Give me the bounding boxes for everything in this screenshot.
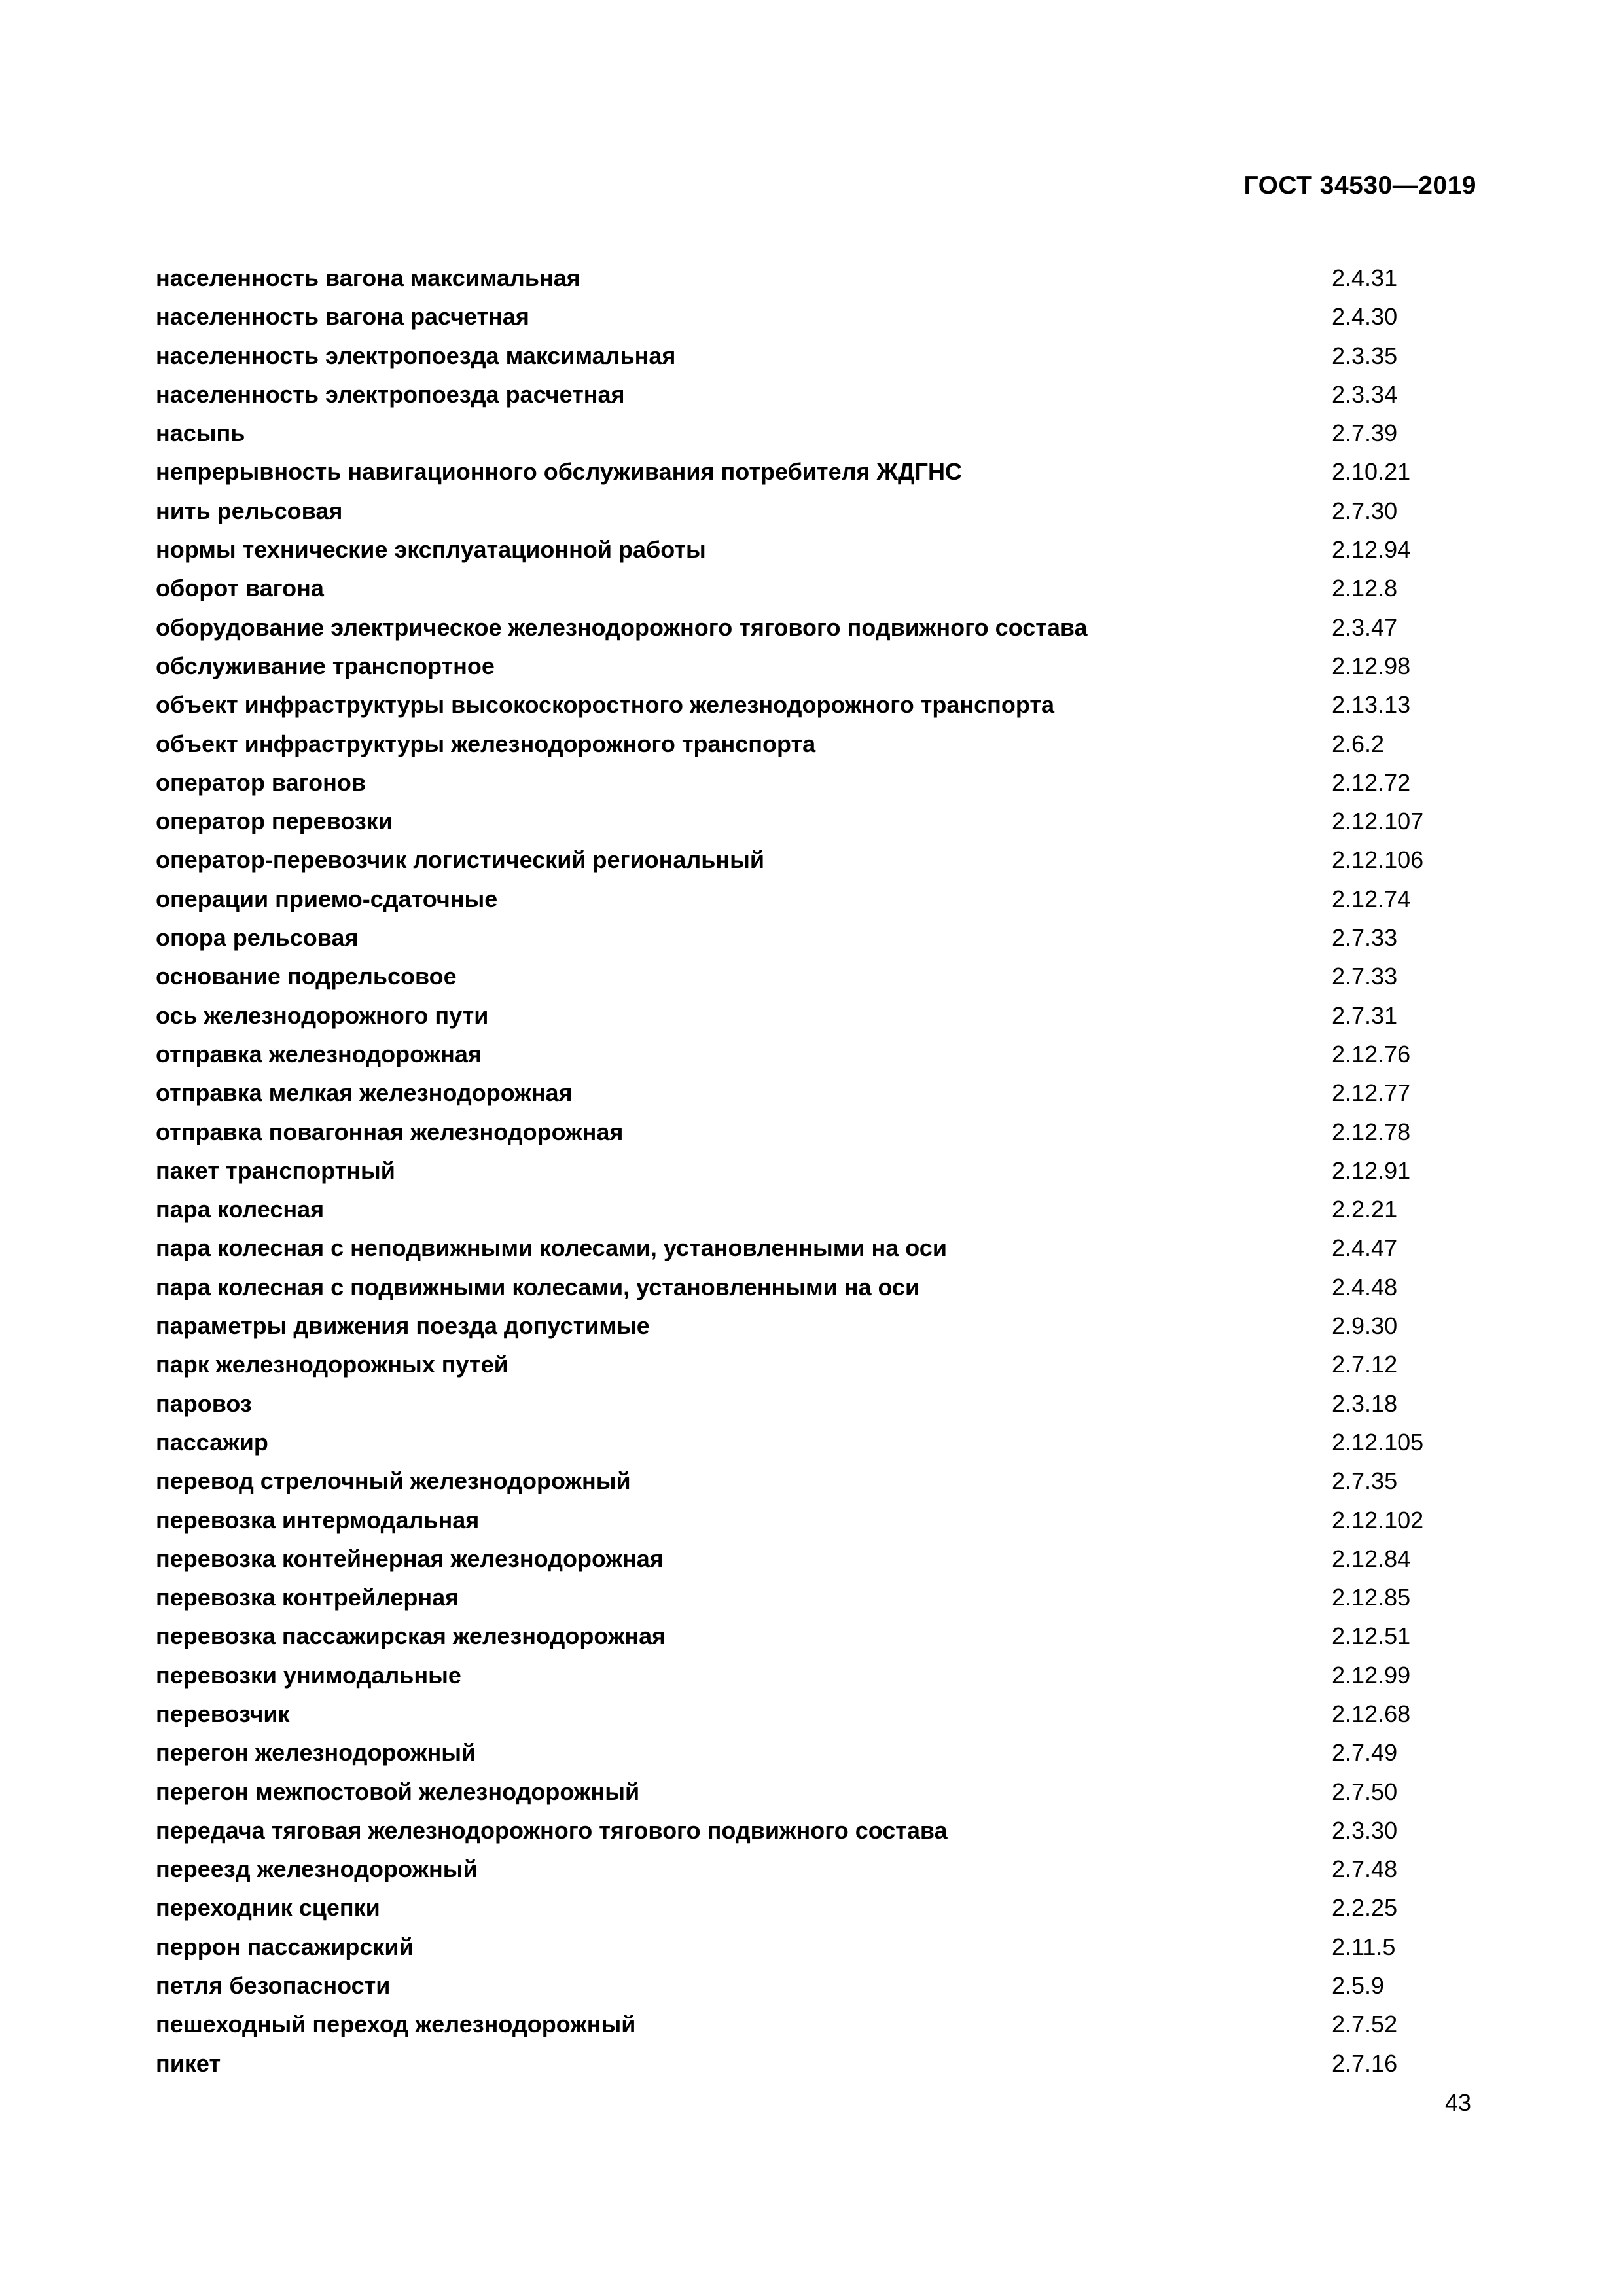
index-reference: 2.2.25 bbox=[1332, 1894, 1398, 1922]
index-term: объект инфраструктуры железнодорожного транспорта bbox=[156, 730, 816, 757]
index-entry bbox=[156, 1617, 1465, 1655]
document-code-header: ГОСТ 34530—2019 bbox=[1243, 171, 1476, 200]
index-term: оператор перевозки bbox=[156, 808, 393, 835]
index-reference: 2.9.30 bbox=[1332, 1312, 1398, 1340]
index-reference: 2.12.106 bbox=[1332, 846, 1424, 874]
index-entry bbox=[156, 1035, 1465, 1073]
index-term: объект инфраструктуры высокоскоростного железнодорожного транспорта bbox=[156, 691, 1055, 719]
index-reference: 2.12.94 bbox=[1332, 536, 1411, 564]
index-reference: 2.4.30 bbox=[1332, 303, 1398, 331]
index-reference: 2.7.33 bbox=[1332, 963, 1398, 990]
index-reference: 2.7.31 bbox=[1332, 1001, 1398, 1029]
index-term: оператор-перевозчик логистический региональный bbox=[156, 846, 764, 874]
index-reference: 2.12.77 bbox=[1332, 1079, 1411, 1107]
index-term: обслуживание транспортное bbox=[156, 652, 495, 679]
index-term: оператор вагонов bbox=[156, 768, 366, 796]
index-entry bbox=[156, 297, 1465, 336]
index-entry bbox=[156, 1772, 1465, 1811]
index-reference: 2.12.72 bbox=[1332, 768, 1411, 796]
index-entry bbox=[156, 1306, 1465, 1345]
index-entry bbox=[156, 1501, 1465, 1539]
index-entry bbox=[156, 1073, 1465, 1112]
index-term: оборудование электрическое железнодорожного тягового подвижного состава bbox=[156, 613, 1088, 641]
index-entry bbox=[156, 1345, 1465, 1384]
index-term: ось железнодорожного пути bbox=[156, 1001, 489, 1029]
index-entry bbox=[156, 530, 1465, 569]
index-entry bbox=[156, 336, 1465, 375]
index-entry bbox=[156, 569, 1465, 607]
index-term: населенность вагона максимальная bbox=[156, 264, 580, 291]
index-reference: 2.3.18 bbox=[1332, 1390, 1398, 1417]
index-term: пара колесная с подвижными колесами, установленными на оси bbox=[156, 1273, 920, 1300]
index-entry bbox=[156, 414, 1465, 452]
index-reference: 2.13.13 bbox=[1332, 691, 1411, 719]
index-entry bbox=[156, 2044, 1465, 2083]
page-number: 43 bbox=[1444, 2089, 1471, 2116]
index-entry bbox=[156, 1423, 1465, 1462]
index-term: пара колесная bbox=[156, 1196, 325, 1223]
index-entry bbox=[156, 957, 1465, 996]
index-entry bbox=[156, 763, 1465, 802]
index-reference: 2.7.33 bbox=[1332, 924, 1398, 952]
index-term: непрерывность навигационного обслуживания потребителя ЖДГНС bbox=[156, 458, 963, 486]
index-reference: 2.12.98 bbox=[1332, 652, 1411, 679]
index-entry bbox=[156, 802, 1465, 840]
index-reference: 2.7.49 bbox=[1332, 1739, 1398, 1767]
index-reference: 2.4.47 bbox=[1332, 1234, 1398, 1262]
index-entry bbox=[156, 1733, 1465, 1772]
index-entry bbox=[156, 259, 1465, 297]
index-reference: 2.12.85 bbox=[1332, 1584, 1411, 1611]
index-reference: 2.12.8 bbox=[1332, 575, 1398, 602]
index-entry bbox=[156, 918, 1465, 957]
index-term: перегон железнодорожный bbox=[156, 1739, 476, 1767]
index-reference: 2.11.5 bbox=[1332, 1933, 1396, 1960]
index-entry bbox=[156, 996, 1465, 1035]
index-entry bbox=[156, 1850, 1465, 1888]
index-term: пассажир bbox=[156, 1428, 268, 1456]
index-reference: 2.7.30 bbox=[1332, 497, 1398, 524]
index-reference: 2.12.102 bbox=[1332, 1506, 1424, 1534]
index-term: перевозка контейнерная железнодорожная bbox=[156, 1545, 664, 1572]
index-entry bbox=[156, 492, 1465, 530]
index-entry bbox=[156, 880, 1465, 918]
term-index-list bbox=[156, 259, 1465, 2083]
index-reference: 2.7.12 bbox=[1332, 1351, 1398, 1378]
index-entry bbox=[156, 1539, 1465, 1578]
index-term: перевозка интермодальная bbox=[156, 1506, 480, 1534]
index-entry bbox=[156, 608, 1465, 647]
index-reference: 2.12.51 bbox=[1332, 1623, 1411, 1650]
index-entry bbox=[156, 1695, 1465, 1733]
index-term: паровоз bbox=[156, 1390, 252, 1417]
index-reference: 2.12.99 bbox=[1332, 1661, 1411, 1689]
index-term: пешеходный переход железнодорожный bbox=[156, 2011, 636, 2038]
index-reference: 2.7.50 bbox=[1332, 1778, 1398, 1805]
index-reference: 2.7.52 bbox=[1332, 2011, 1398, 2038]
index-reference: 2.3.35 bbox=[1332, 342, 1398, 369]
index-reference: 2.12.76 bbox=[1332, 1040, 1411, 1067]
index-entry bbox=[156, 1462, 1465, 1500]
index-reference: 2.12.105 bbox=[1332, 1428, 1424, 1456]
index-term: переходник сцепки bbox=[156, 1894, 380, 1922]
index-reference: 2.12.74 bbox=[1332, 885, 1411, 912]
index-reference: 2.7.39 bbox=[1332, 420, 1398, 447]
index-reference: 2.10.21 bbox=[1332, 458, 1411, 486]
index-term: перрон пассажирский bbox=[156, 1933, 414, 1960]
index-reference: 2.3.34 bbox=[1332, 380, 1398, 408]
index-entry bbox=[156, 1888, 1465, 1927]
index-term: параметры движения поезда допустимые bbox=[156, 1312, 650, 1340]
index-term: населенность электропоезда расчетная bbox=[156, 380, 625, 408]
index-entry bbox=[156, 1113, 1465, 1151]
index-reference: 2.12.68 bbox=[1332, 1700, 1411, 1727]
index-term: переезд железнодорожный bbox=[156, 1856, 478, 1883]
index-reference: 2.5.9 bbox=[1332, 1972, 1385, 2000]
index-term: оборот вагона bbox=[156, 575, 324, 602]
index-entry bbox=[156, 1190, 1465, 1229]
index-term: отправка повагонная железнодорожная bbox=[156, 1118, 624, 1145]
index-reference: 2.12.84 bbox=[1332, 1545, 1411, 1572]
index-reference: 2.6.2 bbox=[1332, 730, 1385, 757]
index-term: петля безопасности bbox=[156, 1972, 391, 2000]
index-term: насыпь bbox=[156, 420, 245, 447]
index-entry bbox=[156, 647, 1465, 685]
index-term: нормы технические эксплуатационной работы bbox=[156, 536, 706, 564]
index-reference: 2.12.107 bbox=[1332, 808, 1424, 835]
index-reference: 2.7.16 bbox=[1332, 2049, 1398, 2077]
index-term: нить рельсовая bbox=[156, 497, 343, 524]
index-entry bbox=[156, 375, 1465, 414]
index-term: перевозка пассажирская железнодорожная bbox=[156, 1623, 666, 1650]
index-entry bbox=[156, 1966, 1465, 2005]
index-reference: 2.12.91 bbox=[1332, 1157, 1411, 1184]
index-reference: 2.2.21 bbox=[1332, 1196, 1398, 1223]
index-term: перевозчик bbox=[156, 1700, 290, 1727]
index-term: населенность электропоезда максимальная bbox=[156, 342, 676, 369]
index-reference: 2.12.78 bbox=[1332, 1118, 1411, 1145]
index-term: отправка мелкая железнодорожная bbox=[156, 1079, 573, 1107]
index-entry bbox=[156, 1811, 1465, 1850]
index-term: основание подрельсовое bbox=[156, 963, 457, 990]
index-reference: 2.3.47 bbox=[1332, 613, 1398, 641]
index-term: пакет транспортный bbox=[156, 1157, 395, 1184]
index-term: парк железнодорожных путей bbox=[156, 1351, 508, 1378]
index-term: перевозка контрейлерная bbox=[156, 1584, 459, 1611]
index-reference: 2.7.48 bbox=[1332, 1856, 1398, 1883]
index-reference: 2.3.30 bbox=[1332, 1816, 1398, 1844]
index-entry bbox=[156, 452, 1465, 491]
index-term: операции приемо-сдаточные bbox=[156, 885, 498, 912]
index-reference: 2.4.48 bbox=[1332, 1273, 1398, 1300]
index-entry bbox=[156, 725, 1465, 763]
index-reference: 2.4.31 bbox=[1332, 264, 1398, 291]
index-term: опора рельсовая bbox=[156, 924, 359, 952]
index-entry bbox=[156, 1578, 1465, 1617]
index-term: отправка железнодорожная bbox=[156, 1040, 482, 1067]
index-term: перевод стрелочный железнодорожный bbox=[156, 1467, 631, 1495]
index-term: перевозки унимодальные bbox=[156, 1661, 461, 1689]
index-term: пикет bbox=[156, 2049, 221, 2077]
index-reference: 2.7.35 bbox=[1332, 1467, 1398, 1495]
index-entry bbox=[156, 1229, 1465, 1267]
index-entry bbox=[156, 685, 1465, 724]
index-entry bbox=[156, 1151, 1465, 1190]
index-entry bbox=[156, 1268, 1465, 1306]
index-entry bbox=[156, 1928, 1465, 1966]
index-entry bbox=[156, 1656, 1465, 1695]
index-term: передача тяговая железнодорожного тягового подвижного состава bbox=[156, 1816, 948, 1844]
index-term: населенность вагона расчетная bbox=[156, 303, 529, 331]
index-entry bbox=[156, 1384, 1465, 1423]
index-term: перегон межпостовой железнодорожный bbox=[156, 1778, 640, 1805]
index-entry bbox=[156, 840, 1465, 879]
index-term: пара колесная с неподвижными колесами, установленными на оси bbox=[156, 1234, 947, 1262]
index-entry bbox=[156, 2005, 1465, 2043]
